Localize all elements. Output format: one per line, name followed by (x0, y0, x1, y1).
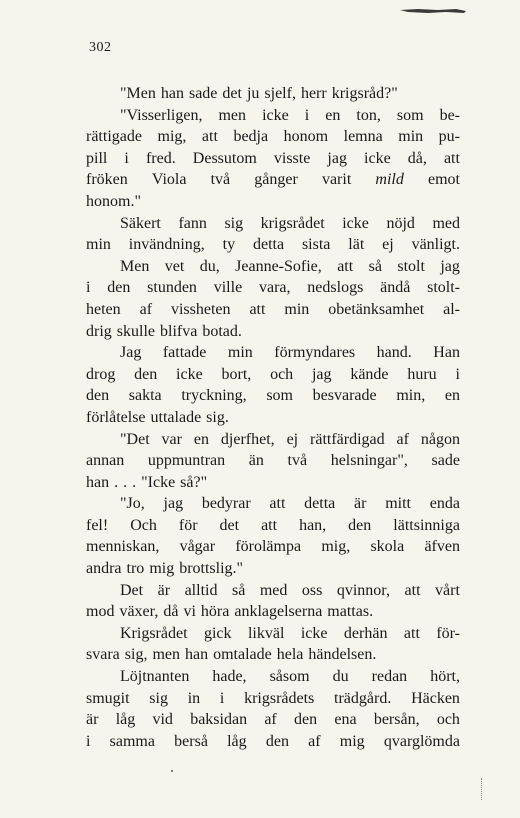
text-line: drig skulle blifva botad. (86, 322, 242, 340)
text-line: "Det var en djerfhet, ej rättfärdigad af någon (120, 430, 460, 448)
ink-smudge (398, 6, 468, 14)
text-line: Säkert fann sig krigsrådet icke nöjd med (120, 214, 460, 232)
text-line: Jag fattade min förmyndares hand. Han (120, 344, 460, 362)
text-line: honom." (86, 192, 141, 210)
text-line: menniskan, vågar förolämpa mig, skola äfven (86, 538, 460, 556)
text-line: fel! Och för det att han, den lättsinniga (86, 516, 460, 534)
text-line: Men vet du, Jeanne-Sofie, att så stolt jag (120, 257, 460, 275)
text-line: "Jo, jag bedyrar att detta är mitt enda (120, 495, 460, 513)
text-line: Löjtnanten hade, såsom du redan hört, (120, 668, 460, 686)
text-line: rättigade mig, att bedja honom lemna min pu- (86, 128, 460, 146)
text-line: Det är alltid så med oss qvinnor, att vårt (120, 581, 460, 599)
text-line: drog den icke bort, och jag kände huru i (86, 365, 460, 383)
text-line: smugit sig in i krigsrådets trädgård. Häcken (86, 689, 460, 707)
text-line: förlåtelse uttalade sig. (86, 408, 229, 426)
text-line: han . . . "Icke så?" (86, 473, 208, 491)
page-number: 302 (89, 40, 112, 55)
text-line: andra tro mig brottslig." (86, 560, 244, 578)
text-line: i den stunden ville vara, nedslogs ändå stolt- (86, 279, 460, 297)
text-line: mod växer, då vi höra anklagelserna mattas. (86, 603, 374, 621)
speck (171, 770, 173, 772)
text-line: i samma berså låg den af mig qvarglömda (86, 732, 460, 750)
text-line: fröken Viola två gånger varit mild emot (86, 171, 460, 189)
text-line: annan uppmuntran än två helsningar", sade (86, 452, 460, 470)
text-line: svara sig, men han omtalade hela händelsen. (86, 646, 377, 664)
text-line: Krigsrådet gick likväl icke derhän att för- (120, 624, 460, 642)
body-text (86, 83, 460, 752)
text-line: den sakta tryckning, som besvarade min, en (86, 387, 460, 405)
text-line: heten af vissheten att min obetänksamhet al- (86, 300, 460, 318)
text-line: min invändning, ty detta sista lät ej vänligt. (86, 236, 460, 254)
text-line: "Visserligen, men icke i en ton, som be- (120, 106, 460, 124)
text-line: är låg vid baksidan af den ena bersån, och (86, 711, 460, 729)
text-line: pill i fred. Dessutom visste jag icke då, att (86, 149, 460, 167)
edge-mark (481, 778, 483, 800)
text-line: "Men han sade det ju sjelf, herr krigsråd?" (120, 85, 398, 102)
